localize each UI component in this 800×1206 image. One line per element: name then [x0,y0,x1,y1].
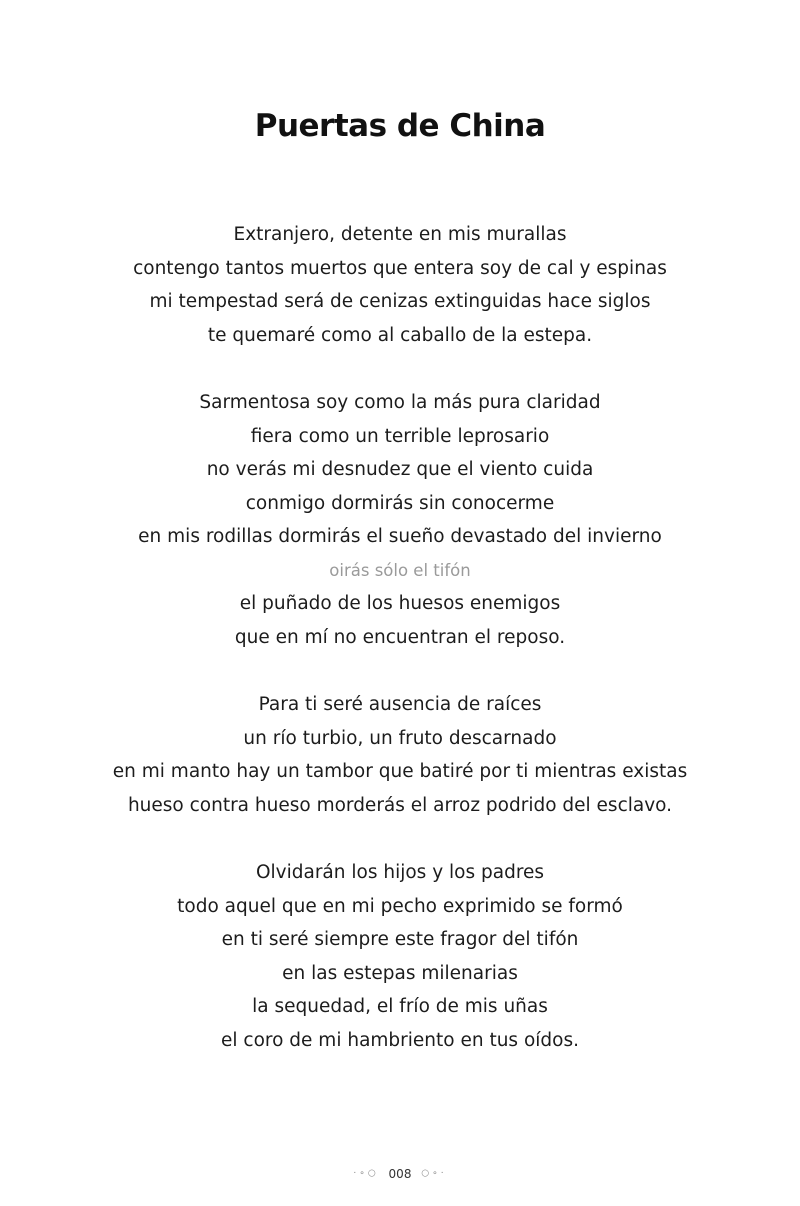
poem-line: conmigo dormirás sin conocerme [245,492,555,514]
poem-line: no verás mi desnudez que el viento cuida [206,459,594,480]
poem-line: Sarmentosa soy como la más pura claridad [199,392,601,413]
ornament-dots-right-icon: ○∘· [421,1168,447,1179]
stanza-2 [0,386,800,654]
page-number: 008 [388,1166,412,1181]
poem-line: en mi manto hay un tambor que batiré por ti mientras existas [112,761,688,782]
poem-line: el puñado de los huesos enemigos [239,593,561,614]
poem-line: en ti seré siempre este fragor del tifón [221,929,579,950]
poem-body [0,218,800,1091]
page-footer [0,1166,800,1181]
stanza-1 [0,218,800,352]
stanza-3 [0,688,800,822]
poem-line: el coro de mi hambriento en tus oídos. [221,1029,579,1051]
poem-line: Para ti seré ausencia de raíces [258,694,542,715]
poem-line: Olvidarán los hijos y los padres [255,862,545,883]
poem-line: en mis rodillas dormirás el sueño devastado del invierno [138,526,662,547]
poem-line: te quemaré como al caballo de la estepa. [207,324,593,346]
poem-line: fiera como un terrible leprosario [250,425,550,447]
stanza-4 [0,856,800,1057]
poem-line: contengo tantos muertos que entera soy de cal y espinas [133,257,667,279]
ornament-dots-left-icon: ·∘○ [353,1168,379,1179]
poem-line: la sequedad, el frío de mis uñas [252,996,548,1017]
poem-line: que en mí no encuentran el reposo. [234,626,566,648]
poem-line: Extranjero, detente en mis murallas [233,224,567,245]
poem-line: en las estepas milenarias [282,962,518,984]
poem-line: un río turbio, un fruto descarnado [243,727,557,749]
poem-line: hueso contra hueso morderás el arroz podrido del esclavo. [127,794,673,816]
poem-line-faded: oirás sólo el tifón [329,560,471,580]
poem-line: todo aquel que en mi pecho exprimido se formó [177,895,623,917]
poem-line: mi tempestad será de cenizas extinguidas hace siglos [149,291,651,312]
poem-title: Puertas de China [254,108,546,144]
